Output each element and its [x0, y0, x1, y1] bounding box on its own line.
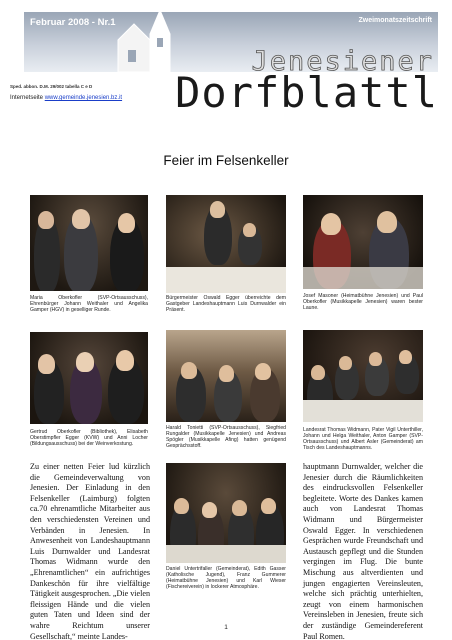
article-title: Feier im Felsenkeller: [163, 153, 289, 168]
postal-note: Sped. abbon. D.M. 29/002 tabella C e D: [10, 84, 93, 89]
website-line: [10, 95, 122, 101]
caption-5: Harald Tonietti (SVP-Ortsausschuss), Siegfried Rungalder (Musikkapelle Jenesien) und Andreas Spögler (Musikkapelle Afing) hatten genügend Gesprächsstoff.: [166, 425, 286, 449]
caption-4: Gertrud Oberkofler (Bibliothek), Elisabeth Oberstimpfler Egger (KVW) und Anni Locher (Bildungsausschuss) bei der Weinverkostung.: [30, 429, 148, 447]
page-number: 1: [224, 624, 228, 631]
caption-6: Landesrat Thomas Widmann, Pater Vigil Unterthiller, Johann und Helga Weithaler, Anton Gamper (SVP-Ortsausschuss) und Albert Asler (Gemeinderat) am Tisch des Landeshauptmanns.: [303, 427, 423, 451]
article-paragraph-right: hauptmann Durnwalder, welcher die Jenesier durch die Räumlichkeiten des eindrucksvollen Felsenkeller begleitete. Worte des Dankes kamen auch von Landesrat Thomas Widmann und Bürgermeister Oswald Egger. In verschiedenen Gesprächen wurde Freundschaft und Austausch gepflegt und die Stunden vergingen im Flug. Die bunte Mischung aus altverdienten und jungen engagierten Vereinsleuten, welche sich prächtig unterhielten, zeugt von einem harmonischen Vereinsleben in Jenesien, freute sich der zuständige Gemeindereferent Paul Romen.: [303, 462, 423, 640]
photo-1: [30, 195, 148, 291]
photo-5: [166, 330, 286, 422]
frequency-label: Zweimonatszeitschrift: [358, 17, 432, 24]
church-logo-icon: [114, 4, 180, 74]
article-paragraph-left: Zu einer netten Feier lud kürzlich die Gemeindeverwaltung von Jenesien. Der Einladung in den Felsenkeller (Laimburg) folgten ca.70 ehrenamtliche Mitarbeiter aus den verschiedensten Vereinen und Verbänden in Jenesien. In Anwesenheit von Landeshauptmann Luis Durnwalder und Landesrat Thomas Widmann wurde den „Ehrenamtlichen“ ein aufrichtiges Dankeschön für ihre vielfältige Tätigkeit ausgesprochen. „Die vielen fleissigen Hände und die vielen guten Taten und Ideen sind der wahre Reichtum unserer Gesellschaft,“ meinte Landes-: [30, 462, 151, 640]
photo-7: [166, 463, 286, 563]
website-prefix: Internetseite: [10, 95, 45, 101]
photo-2: [166, 195, 286, 293]
logo-title-upper: Jenesiener: [251, 46, 434, 77]
photo-4: [30, 332, 148, 424]
caption-2: Bürgermeister Oswald Egger überreichte dem Gastgeber Landeshauptmann Luis Durnwalder ein Präsent.: [166, 295, 286, 313]
website-link[interactable]: www.gemeinde.jenesien.bz.it: [44, 95, 123, 101]
issue-label: Februar 2008 - Nr.1: [30, 17, 116, 28]
caption-3: Josef Masoner (Heimatbühne Jenesien) und Paul Oberkofler (Musikkapelle Jenesien) waren bester Laune.: [303, 293, 423, 311]
caption-7: Daniel Untertrifaller (Gemeinderat), Edith Gasser (Katholische Jugend), Franz Gummerer (Heimatbühne Jenesien) und Karl Wieser (Fischereiverein) in lockerer Atmosphäre.: [166, 566, 286, 590]
photo-3: [303, 195, 423, 289]
caption-1: Maria Oberkofler (SVP-Ortsausschuss), Ehrenbürger Johann Weithaler und Angelika Gamper (HGV) in geselliger Runde.: [30, 295, 148, 313]
photo-6: [303, 330, 423, 422]
masthead: [0, 0, 452, 148]
logo-title-lower: Dorfblattl: [175, 68, 438, 117]
